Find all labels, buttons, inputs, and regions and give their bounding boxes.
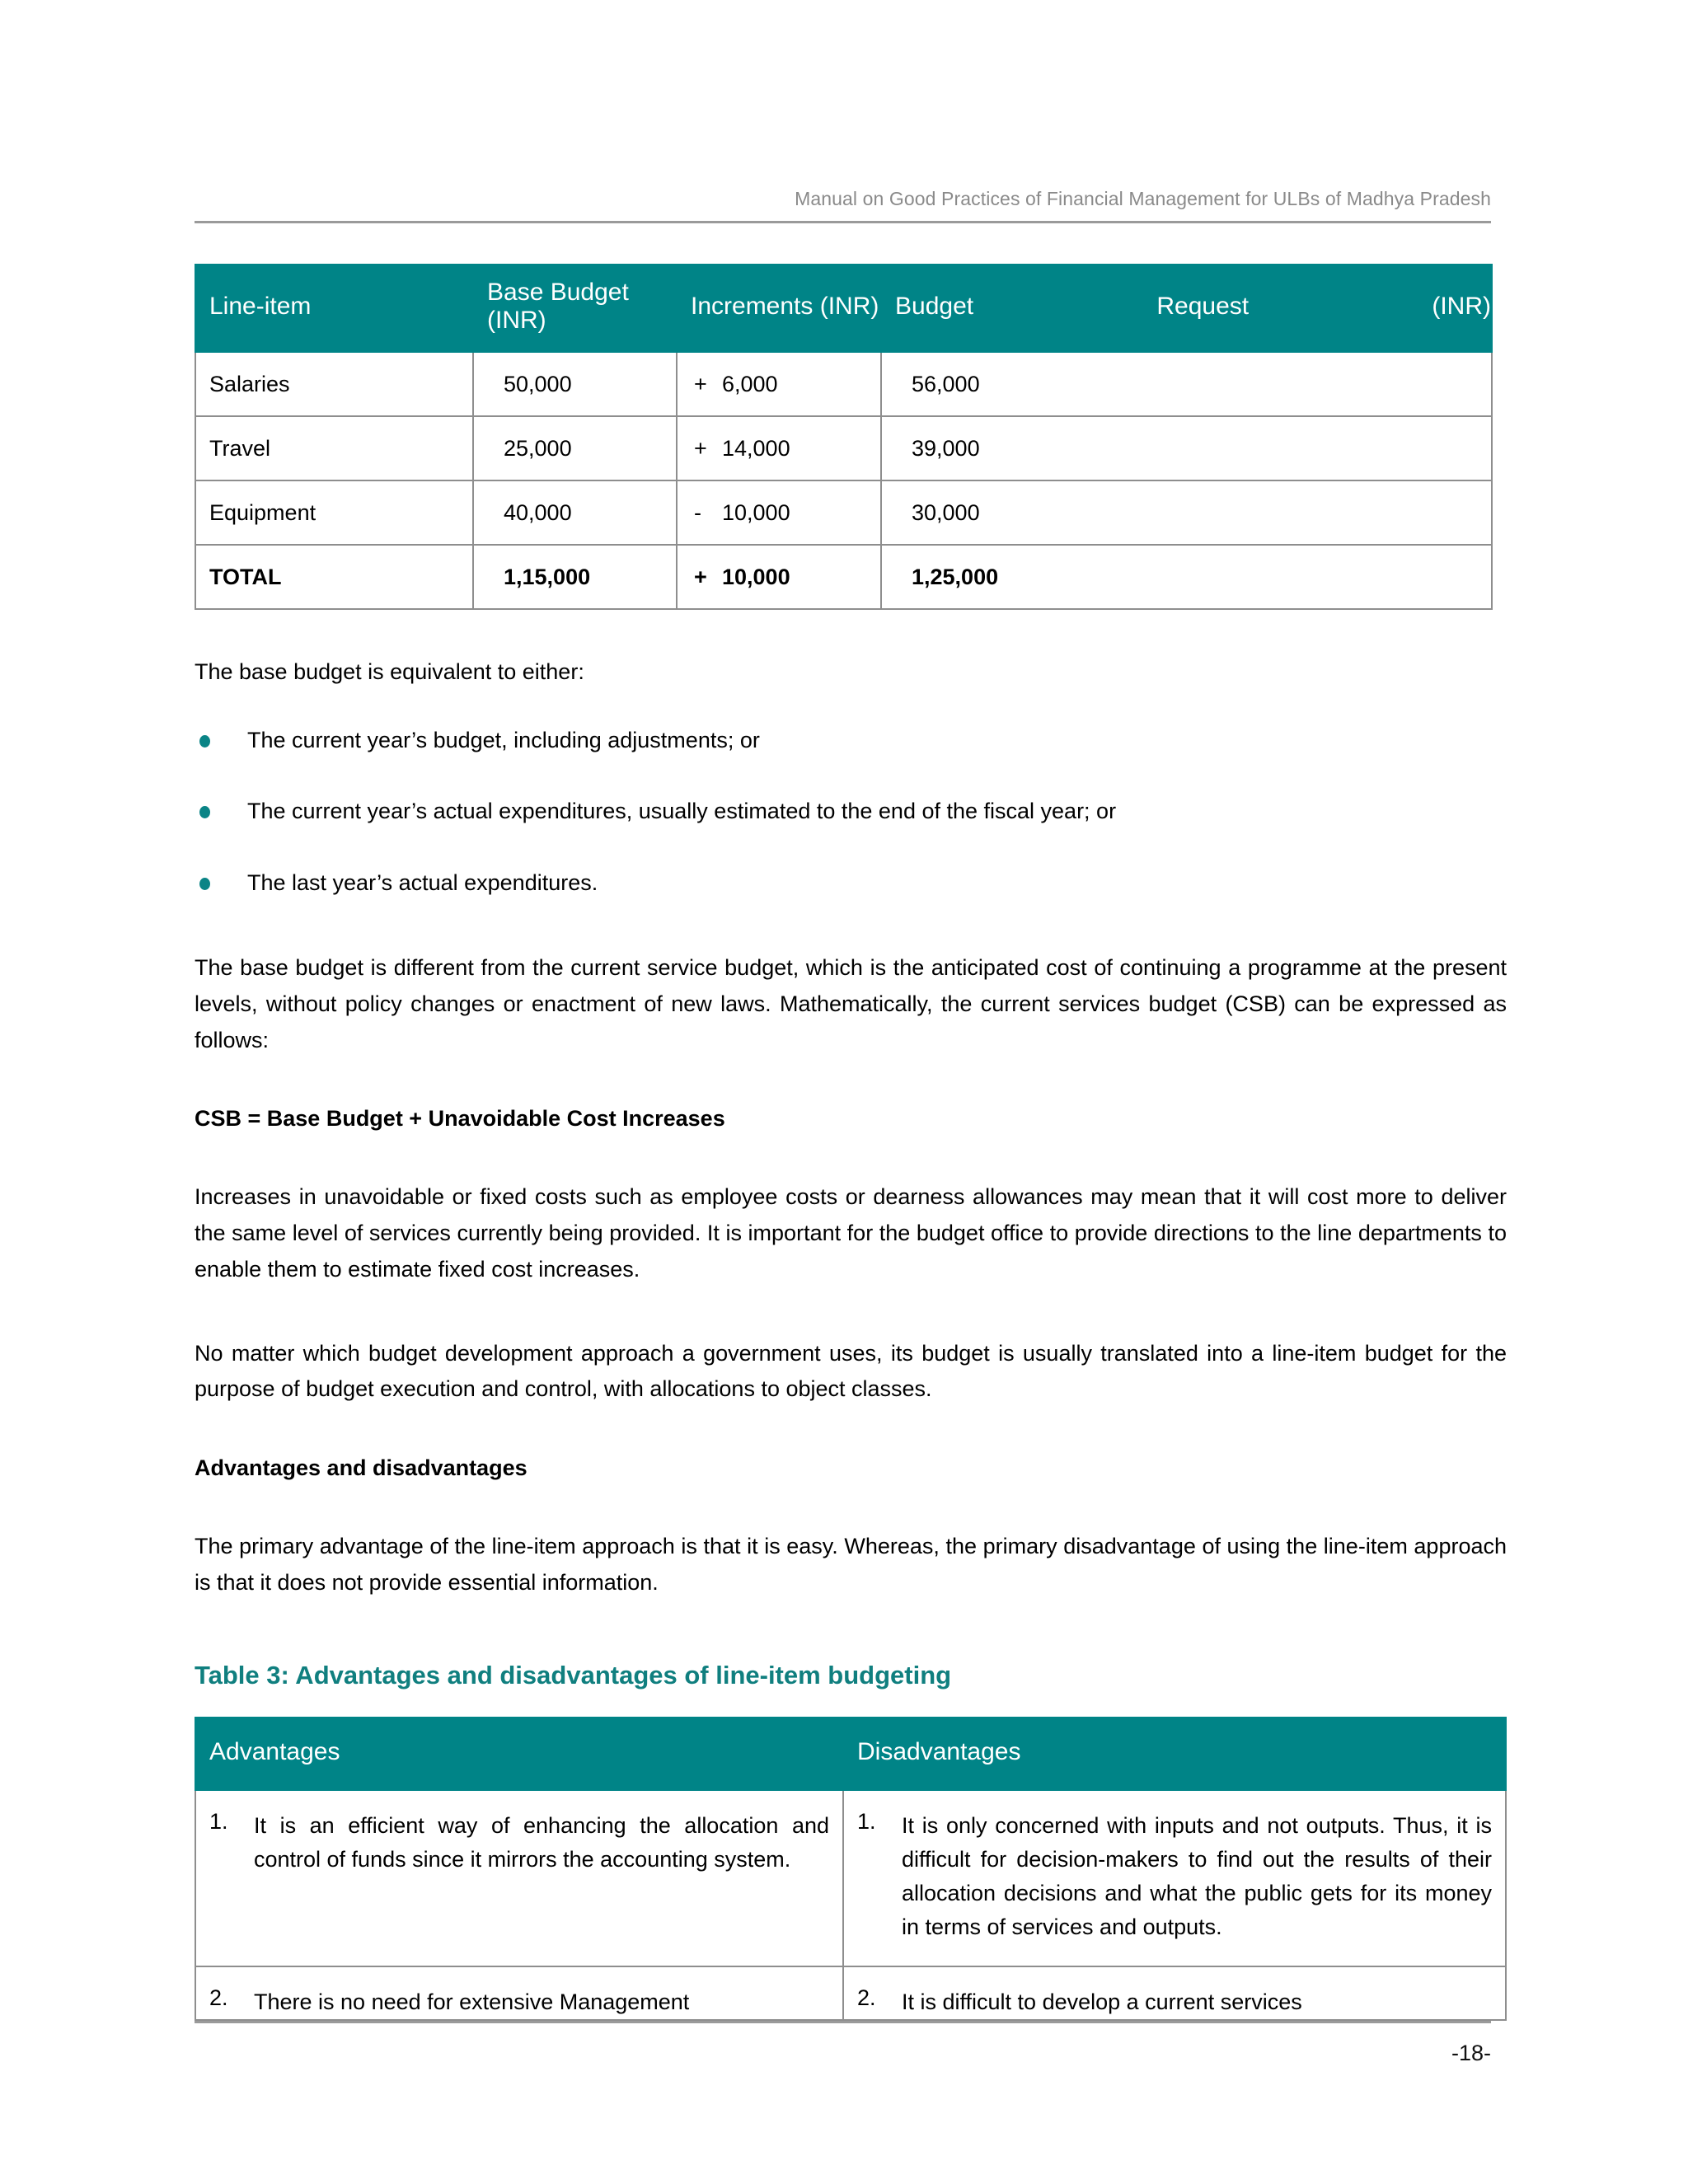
list-item-label: The current year’s budget, including adjustments; or (247, 727, 760, 752)
table-row (195, 1790, 1506, 1966)
paragraph-primary-advantage: The primary advantage of the line-item approach is that it is easy. Whereas, the primary disadvantage of using the line-item approach is that it does not provide essential information. (195, 1534, 1507, 1595)
header-budget-request-label: Budget Request (INR) (895, 292, 1491, 320)
footer-rule (195, 2021, 1491, 2023)
increment-sign: + (694, 435, 707, 461)
header-rule (195, 221, 1491, 223)
bullet-dot-icon (195, 724, 247, 748)
advantages-disadvantages-table (195, 1717, 1507, 2021)
advantage-item-1 (209, 1809, 829, 1877)
increment-value: 14,000 (722, 435, 790, 461)
list-item-label: The last year’s actual expenditures. (247, 869, 598, 895)
paragraph-csb-intro: The base budget is different from the current service budget, which is the anticipated cost of continuing a programme at the present levels, without policy changes or enactment of new laws. Mathematically, the current services budget (CSB) can be expressed as follows: (195, 955, 1507, 1052)
cell-disadvantage (843, 1790, 1506, 1966)
cell-line-item: TOTAL (195, 545, 473, 609)
cell-line-item: Salaries (195, 352, 473, 416)
cell-advantage (195, 1790, 843, 1966)
base-budget-bullet-list (195, 724, 1507, 900)
table-row (195, 480, 1492, 545)
increment-sign: - (694, 499, 701, 525)
cell-increments (677, 352, 881, 416)
lead-in-text: The base budget is equivalent to either: (195, 659, 584, 684)
header-base-budget-label: Base Budget (INR) (487, 279, 629, 334)
cell-base-budget: 1,15,000 (473, 545, 677, 609)
table-row (195, 352, 1492, 416)
cell-advantage (195, 1966, 843, 2020)
cell-budget-request: 1,25,000 (881, 545, 1492, 609)
list-item (857, 1985, 1492, 2019)
list-item (209, 1985, 829, 2019)
table-row-total (195, 545, 1492, 609)
increment-value: 10,000 (722, 499, 790, 525)
cell-increments (677, 480, 881, 545)
header-budget-request (881, 265, 1492, 352)
table-3-caption: Table 3: Advantages and disadvantages of line-item budgeting (195, 1660, 952, 1690)
list-item-number: 2. (857, 1985, 876, 2010)
budget-table (195, 264, 1493, 610)
list-item-label: It is an efficient way of enhancing the allocation and control of funds since it mirrors the accounting system. (254, 1812, 829, 1872)
disadvantage-item-2 (857, 1985, 1492, 2019)
bullet-dot-icon (195, 866, 247, 890)
advantage-item-2 (209, 1985, 829, 2019)
table-row (195, 416, 1492, 480)
budget-table-header-row (195, 265, 1492, 352)
header-advantages-label: Advantages (209, 1737, 340, 1765)
header-line-item (195, 265, 473, 352)
list-item-label: There is no need for extensive Management (254, 1989, 690, 2014)
header-base-budget (473, 265, 677, 352)
advdis-table-header-row (195, 1718, 1506, 1790)
cell-line-item: Equipment (195, 480, 473, 545)
increment-value: 10,000 (722, 564, 790, 589)
header-line-item-label: Line-item (209, 293, 312, 320)
list-item (857, 1809, 1492, 1944)
list-item-number: 1. (857, 1808, 876, 1834)
page-content (195, 264, 1507, 2021)
cell-disadvantage (843, 1966, 1506, 2020)
cell-budget-request: 30,000 (881, 480, 1492, 545)
increment-sign: + (694, 564, 707, 589)
bullet-dot-icon (195, 794, 247, 818)
list-item-number: 2. (209, 1985, 228, 2010)
list-item-label: The current year’s actual expenditures, usually estimated to the end of the fiscal year; or (247, 799, 1117, 824)
list-item (195, 794, 1507, 828)
cell-budget-request: 56,000 (881, 352, 1492, 416)
header-increments-label: Increments (INR) (691, 293, 879, 320)
running-header: Manual on Good Practices of Financial Management for ULBs of Madhya Pradesh (795, 188, 1491, 209)
header-disadvantages (843, 1718, 1506, 1790)
cell-increments (677, 545, 881, 609)
paragraph-unavoidable-costs: Increases in unavoidable or fixed costs such as employee costs or dearness allowances may mean that it will cost more to deliver the same level of services currently being provided. It is important for the budget office to provide directions to the line departments to enable them to estimate fixed cost increases. (195, 1184, 1507, 1282)
cell-base-budget: 50,000 (473, 352, 677, 416)
list-item-label: It is only concerned with inputs and not outputs. Thus, it is difficult for decision-makers to find out the results of their allocation decisions and what the public gets for its money in terms of services and outputs. (902, 1812, 1492, 1939)
cell-line-item: Travel (195, 416, 473, 480)
subheading-advantages-disadvantages: Advantages and disadvantages (195, 1455, 528, 1481)
header-disadvantages-label: Disadvantages (857, 1737, 1021, 1765)
list-item (195, 866, 1507, 900)
list-item-number: 1. (209, 1808, 228, 1834)
list-item-label: It is difficult to develop a current services (902, 1989, 1302, 2014)
header-advantages (195, 1718, 843, 1790)
paragraph-no-matter-approach: No matter which budget development approach a government uses, its budget is usually translated into a line-item budget for the purpose of budget execution and control, with allocations to object classes. (195, 1340, 1507, 1402)
cell-base-budget: 25,000 (473, 416, 677, 480)
csb-formula: CSB = Base Budget + Unavoidable Cost Increases (195, 1106, 725, 1132)
cell-base-budget: 40,000 (473, 480, 677, 545)
table-row (195, 1966, 1506, 2020)
disadvantage-item-1 (857, 1809, 1492, 1944)
header-increments (677, 265, 881, 352)
footer-page-number: -18- (1451, 2041, 1491, 2065)
list-item (209, 1809, 829, 1877)
increment-sign: + (694, 371, 707, 396)
cell-increments (677, 416, 881, 480)
increment-value: 6,000 (722, 371, 778, 396)
cell-budget-request: 39,000 (881, 416, 1492, 480)
list-item (195, 724, 1507, 757)
